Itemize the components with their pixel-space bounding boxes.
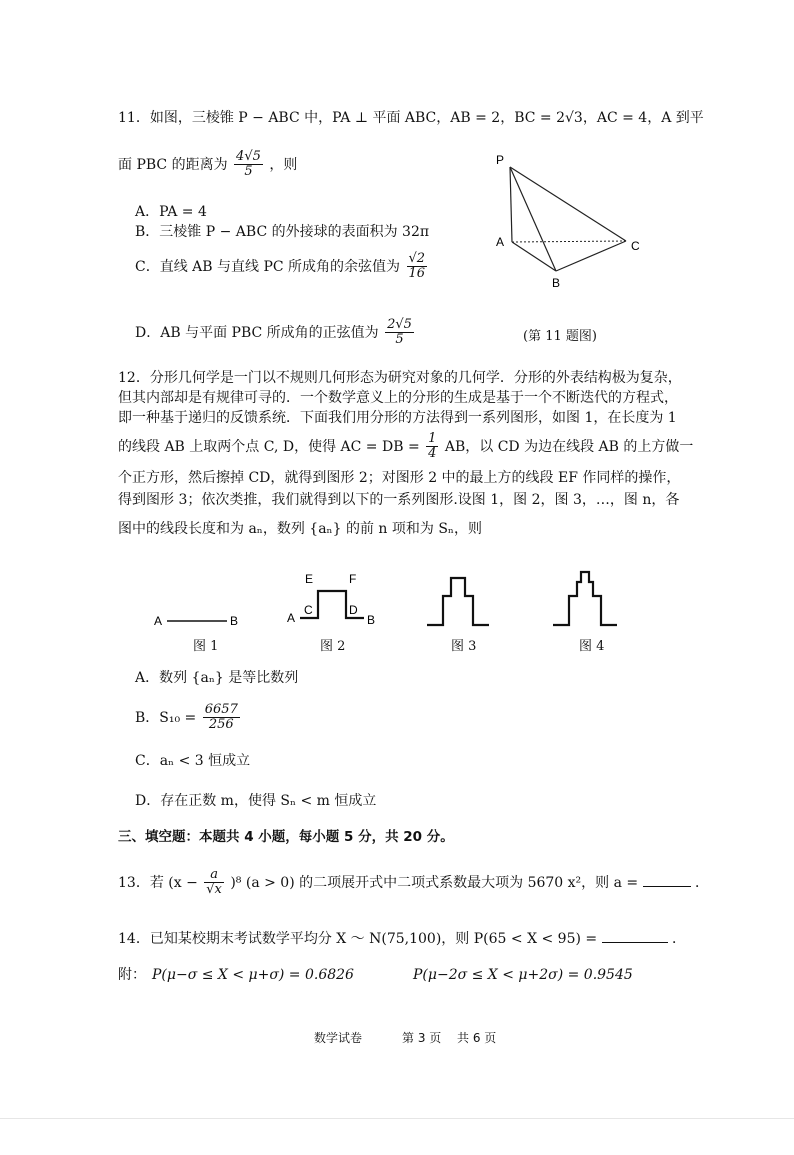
edge-pc	[510, 167, 626, 241]
q12-quarter-denominator: 4	[428, 446, 437, 462]
q12-line4-post: AB，以 CD 为边在线段 AB 的上方做一	[444, 438, 694, 455]
q12-line7: 图中的线段长度和为 aₙ，数列 {aₙ} 的前 n 项和为 Sₙ，则	[118, 521, 482, 537]
q12-option-b-numerator: 6657	[204, 702, 238, 717]
appendix-label: 附：	[118, 967, 146, 983]
q11-option-c-denominator: 16	[408, 266, 426, 282]
q12-option-c: C．aₙ < 3 恒成立	[135, 753, 251, 769]
q14-text: 14．已知某校期末考试数学平均分 X ～ N(75,100)，则 P(65 < X < 95) =	[118, 931, 598, 947]
q12-option-a: A．数列 {aₙ} 是等比数列	[135, 670, 299, 686]
q11-option-d-fraction	[385, 318, 414, 348]
q11-option-d-text: D．AB 与平面 PBC 所成角的正弦值为	[135, 324, 379, 341]
fig2-label-a: A	[287, 611, 296, 625]
vertex-label-b: B	[552, 276, 561, 290]
q12-line2: 但其内部却是有规律可寻的．一个数学意义上的分形的生成是基于一个不断迭代的方程式，	[118, 390, 678, 406]
q11-tetrahedron-figure	[490, 150, 650, 300]
footer-subject: 数学试卷	[314, 1031, 363, 1045]
q13-end: ．	[695, 874, 710, 891]
q12-line4-pre: 的线段 AB 上取两个点 C, D，使得 AC = DB =	[118, 438, 420, 455]
fig3-shape	[427, 578, 489, 625]
q11-option-a: A．PA = 4	[135, 204, 207, 220]
q11-figure-caption: (第 11 题图)	[523, 329, 597, 344]
fig4-caption: 图 4	[579, 639, 605, 654]
q12-option-b-text: B．S₁₀ =	[135, 709, 197, 726]
q13-fraction-numerator: a	[204, 868, 224, 883]
q11-distance-numerator: 4√5	[236, 149, 261, 164]
edge-ac-hidden	[512, 241, 626, 242]
q14-answer-blank[interactable]	[602, 928, 668, 943]
fig2-label-b: B	[367, 613, 376, 627]
q12-quarter-numerator: 1	[428, 431, 437, 446]
edge-pa	[510, 167, 512, 242]
vertex-label-c: C	[631, 239, 640, 253]
q12-option-d: D．存在正数 m，使得 Sₙ < m 恒成立	[135, 793, 377, 809]
section-3-heading: 三、填空题：本题共 4 小题，每小题 5 分，共 20 分。	[118, 829, 454, 845]
q11-option-c-numerator: √2	[408, 251, 426, 266]
q11-stem-line2	[118, 150, 297, 180]
q11-distance-denominator: 5	[244, 164, 253, 180]
q12-option-b	[135, 703, 242, 733]
appendix-formula-2: P(μ−2σ ≤ X < μ+2σ) = 0.9545	[413, 967, 633, 983]
fig2-caption: 图 2	[320, 639, 346, 654]
q12-line4	[118, 432, 693, 462]
q13	[118, 868, 709, 898]
page-bottom-divider	[0, 1118, 794, 1119]
q13-fraction	[204, 868, 224, 898]
vertex-label-a: A	[496, 235, 505, 249]
q11-stem-line2-post: ，则	[269, 156, 298, 173]
footer-total: 共 6 页	[457, 1031, 497, 1045]
q13-pre: 13．若 (x −	[118, 874, 198, 891]
fig1-caption: 图 1	[193, 639, 219, 654]
q12-line6: 得到图形 3；依次类推，我们就得到以下的一系列图形.设图 1，图 2，图 3，…，图 n，各	[118, 492, 680, 508]
q12-fractal-figures	[150, 568, 630, 638]
footer-page: 第 3 页	[402, 1031, 442, 1045]
fig3-caption: 图 3	[451, 639, 477, 654]
fig2-label-c: C	[304, 603, 313, 617]
vertex-label-p: P	[496, 153, 505, 167]
q14	[118, 928, 686, 947]
q11-option-c	[135, 252, 429, 282]
q11-option-d-denominator: 5	[395, 332, 404, 348]
q11-option-b: B．三棱锥 P − ABC 的外接球的表面积为 32π	[135, 224, 430, 240]
q11-option-c-fraction	[407, 252, 428, 282]
q14-end: ．	[672, 931, 687, 947]
q13-fraction-denominator: √x	[206, 882, 222, 898]
q11-stem-line2-pre: 面 PBC 的距离为	[118, 156, 228, 173]
q11-option-c-text: C．直线 AB 与直线 PC 所成角的余弦值为	[135, 258, 401, 275]
fig4-shape	[553, 572, 617, 625]
q12-option-b-denominator: 256	[208, 717, 234, 733]
fig1-label-b: B	[230, 614, 239, 628]
q13-post: )⁸ (a > 0) 的二项展开式中二项式系数最大项为 5670 x²，则 a =	[230, 874, 639, 891]
q12-option-b-fraction	[203, 703, 240, 733]
q12-quarter-fraction	[426, 432, 438, 462]
fig2-label-e: E	[305, 572, 314, 586]
q12-line3: 即一种基于递归的反馈系统．下面我们用分形的方法得到一系列图形，如图 1，在长度为 1	[118, 410, 677, 426]
q12-line1: 12．分形几何学是一门以不规则几何形态为研究对象的几何学．分形的外表结构极为复杂，	[118, 370, 682, 386]
fig2-label-d: D	[349, 603, 358, 617]
fig2-label-f: F	[349, 572, 357, 586]
q11-option-d-numerator: 2√5	[387, 317, 412, 332]
q11-distance-fraction	[234, 150, 263, 180]
q12-line5: 个正方形，然后擦掉 CD，就得到图形 2；对图形 2 中的最上方的线段 EF 作同样的操作，	[118, 470, 681, 486]
q11-option-d	[135, 318, 416, 348]
appendix-formula-1: P(μ−σ ≤ X < μ+σ) = 0.6826	[152, 967, 354, 983]
q13-answer-blank[interactable]	[643, 872, 691, 887]
fig1-label-a: A	[154, 614, 163, 628]
q11-stem-line1: 11．如图，三棱锥 P − ABC 中，PA ⊥ 平面 ABC，AB = 2，BC = 2√3，AC = 4，A 到平	[118, 110, 704, 126]
edge-bc	[556, 241, 626, 271]
